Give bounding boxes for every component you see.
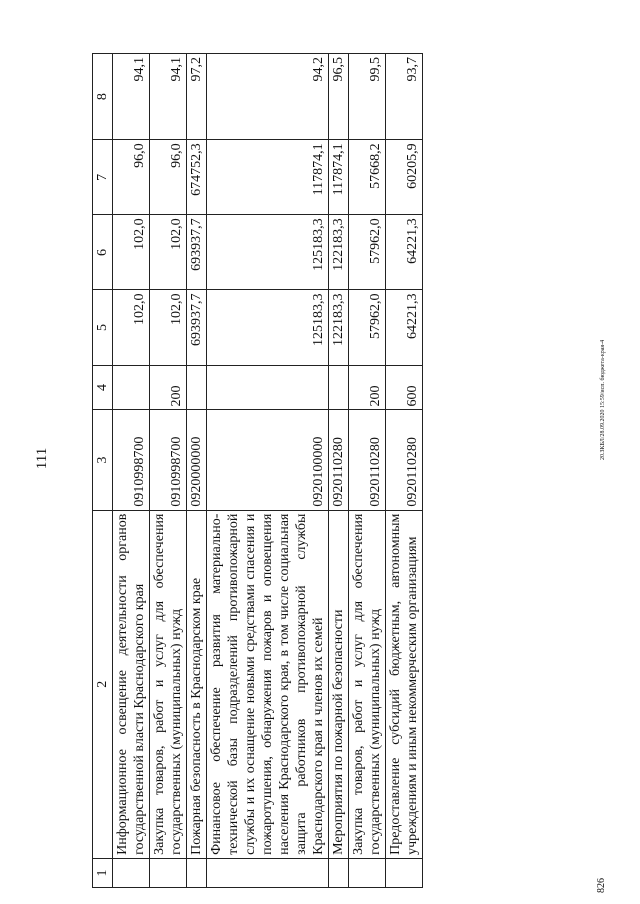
target-code: 0920100000 bbox=[207, 410, 329, 510]
header-col-7: 7 bbox=[93, 140, 113, 215]
target-code: 0910998700 bbox=[113, 410, 150, 510]
table-row bbox=[329, 54, 349, 888]
table-row bbox=[113, 54, 150, 888]
value-col-5: 64221,3 bbox=[386, 290, 423, 365]
budget-table-sheet bbox=[92, 53, 562, 888]
header-col-6: 6 bbox=[93, 215, 113, 290]
item-name: Предоставление субсидий бюджетным, автономным учреждениям и иным некоммерческим организациям bbox=[386, 510, 423, 858]
target-code: 0920110280 bbox=[386, 410, 423, 510]
row-number-cell bbox=[386, 858, 423, 887]
header-col-2: 2 bbox=[93, 510, 113, 858]
target-code: 0920110280 bbox=[349, 410, 386, 510]
value-col-5: 122183,3 bbox=[329, 290, 349, 365]
header-row bbox=[93, 54, 113, 888]
row-number-cell bbox=[329, 858, 349, 887]
value-col-7: 57668,2 bbox=[349, 140, 386, 215]
expense-type bbox=[329, 365, 349, 410]
percent-col-8: 94,2 bbox=[207, 54, 329, 140]
expense-type: 200 bbox=[150, 365, 187, 410]
value-col-5: 102,0 bbox=[113, 290, 150, 365]
percent-col-8: 93,7 bbox=[386, 54, 423, 140]
header-col-1: 1 bbox=[93, 858, 113, 887]
percent-col-8: 96,5 bbox=[329, 54, 349, 140]
percent-col-8: 94,1 bbox=[113, 54, 150, 140]
print-stamp: 20.ЗКБЛ/28.09.2020 15:59/исп. бюджета-края-4 bbox=[600, 339, 606, 460]
expense-type bbox=[187, 365, 207, 410]
item-name: Информационное освещение деятельности органов государственной власти Краснодарского края bbox=[113, 510, 150, 858]
target-code: 0910998700 bbox=[150, 410, 187, 510]
value-col-7: 60205,9 bbox=[386, 140, 423, 215]
target-code: 0920000000 bbox=[187, 410, 207, 510]
row-number-cell bbox=[150, 858, 187, 887]
item-name: Закупка товаров, работ и услуг для обеспечения государственных (муниципальных) нужд bbox=[150, 510, 187, 858]
expense-type bbox=[207, 365, 329, 410]
header-col-8: 8 bbox=[93, 54, 113, 140]
expense-type bbox=[113, 365, 150, 410]
target-code: 0920110280 bbox=[329, 410, 349, 510]
value-col-7: 96,0 bbox=[150, 140, 187, 215]
page-number: 111 bbox=[34, 447, 51, 470]
table-row bbox=[349, 54, 386, 888]
corner-page-mark: 826 bbox=[596, 878, 607, 893]
budget-table bbox=[92, 53, 423, 888]
value-col-7: 674752,3 bbox=[187, 140, 207, 215]
item-name: Мероприятия по пожарной безопасности bbox=[329, 510, 349, 858]
expense-type: 600 bbox=[386, 365, 423, 410]
row-number-cell bbox=[349, 858, 386, 887]
value-col-6: 102,0 bbox=[113, 215, 150, 290]
row-number-cell bbox=[207, 858, 329, 887]
value-col-6: 102,0 bbox=[150, 215, 187, 290]
value-col-6: 125183,3 bbox=[207, 215, 329, 290]
value-col-5: 102,0 bbox=[150, 290, 187, 365]
table-row bbox=[187, 54, 207, 888]
percent-col-8: 94,1 bbox=[150, 54, 187, 140]
expense-type: 200 bbox=[349, 365, 386, 410]
row-number-cell bbox=[113, 858, 150, 887]
value-col-6: 693937,7 bbox=[187, 215, 207, 290]
value-col-5: 57962,0 bbox=[349, 290, 386, 365]
item-name: Пожарная безопасность в Краснодарском крае bbox=[187, 510, 207, 858]
value-col-5: 125183,3 bbox=[207, 290, 329, 365]
value-col-6: 64221,3 bbox=[386, 215, 423, 290]
value-col-6: 57962,0 bbox=[349, 215, 386, 290]
value-col-5: 693937,7 bbox=[187, 290, 207, 365]
value-col-7: 117874,1 bbox=[329, 140, 349, 215]
row-number-cell bbox=[187, 858, 207, 887]
percent-col-8: 99,5 bbox=[349, 54, 386, 140]
value-col-7: 117874,1 bbox=[207, 140, 329, 215]
percent-col-8: 97,2 bbox=[187, 54, 207, 140]
header-col-5: 5 bbox=[93, 290, 113, 365]
value-col-6: 122183,3 bbox=[329, 215, 349, 290]
item-name: Финансовое обеспечение развития материально-технической базы подразделений противопожарной службы и их оснащение новыми средствами спасения и пожаротушения, обнаружения пожаров и оповещения населения Краснодарского края, в том числе социальная защита работников противопожарной службы Краснодарского края и членов их семей bbox=[207, 510, 329, 858]
header-col-4: 4 bbox=[93, 365, 113, 410]
item-name: Закупка товаров, работ и услуг для обеспечения государственных (муниципальных) нужд bbox=[349, 510, 386, 858]
table-row bbox=[386, 54, 423, 888]
value-col-7: 96,0 bbox=[113, 140, 150, 215]
header-col-3: 3 bbox=[93, 410, 113, 510]
table-row bbox=[150, 54, 187, 888]
table-row bbox=[207, 54, 329, 888]
